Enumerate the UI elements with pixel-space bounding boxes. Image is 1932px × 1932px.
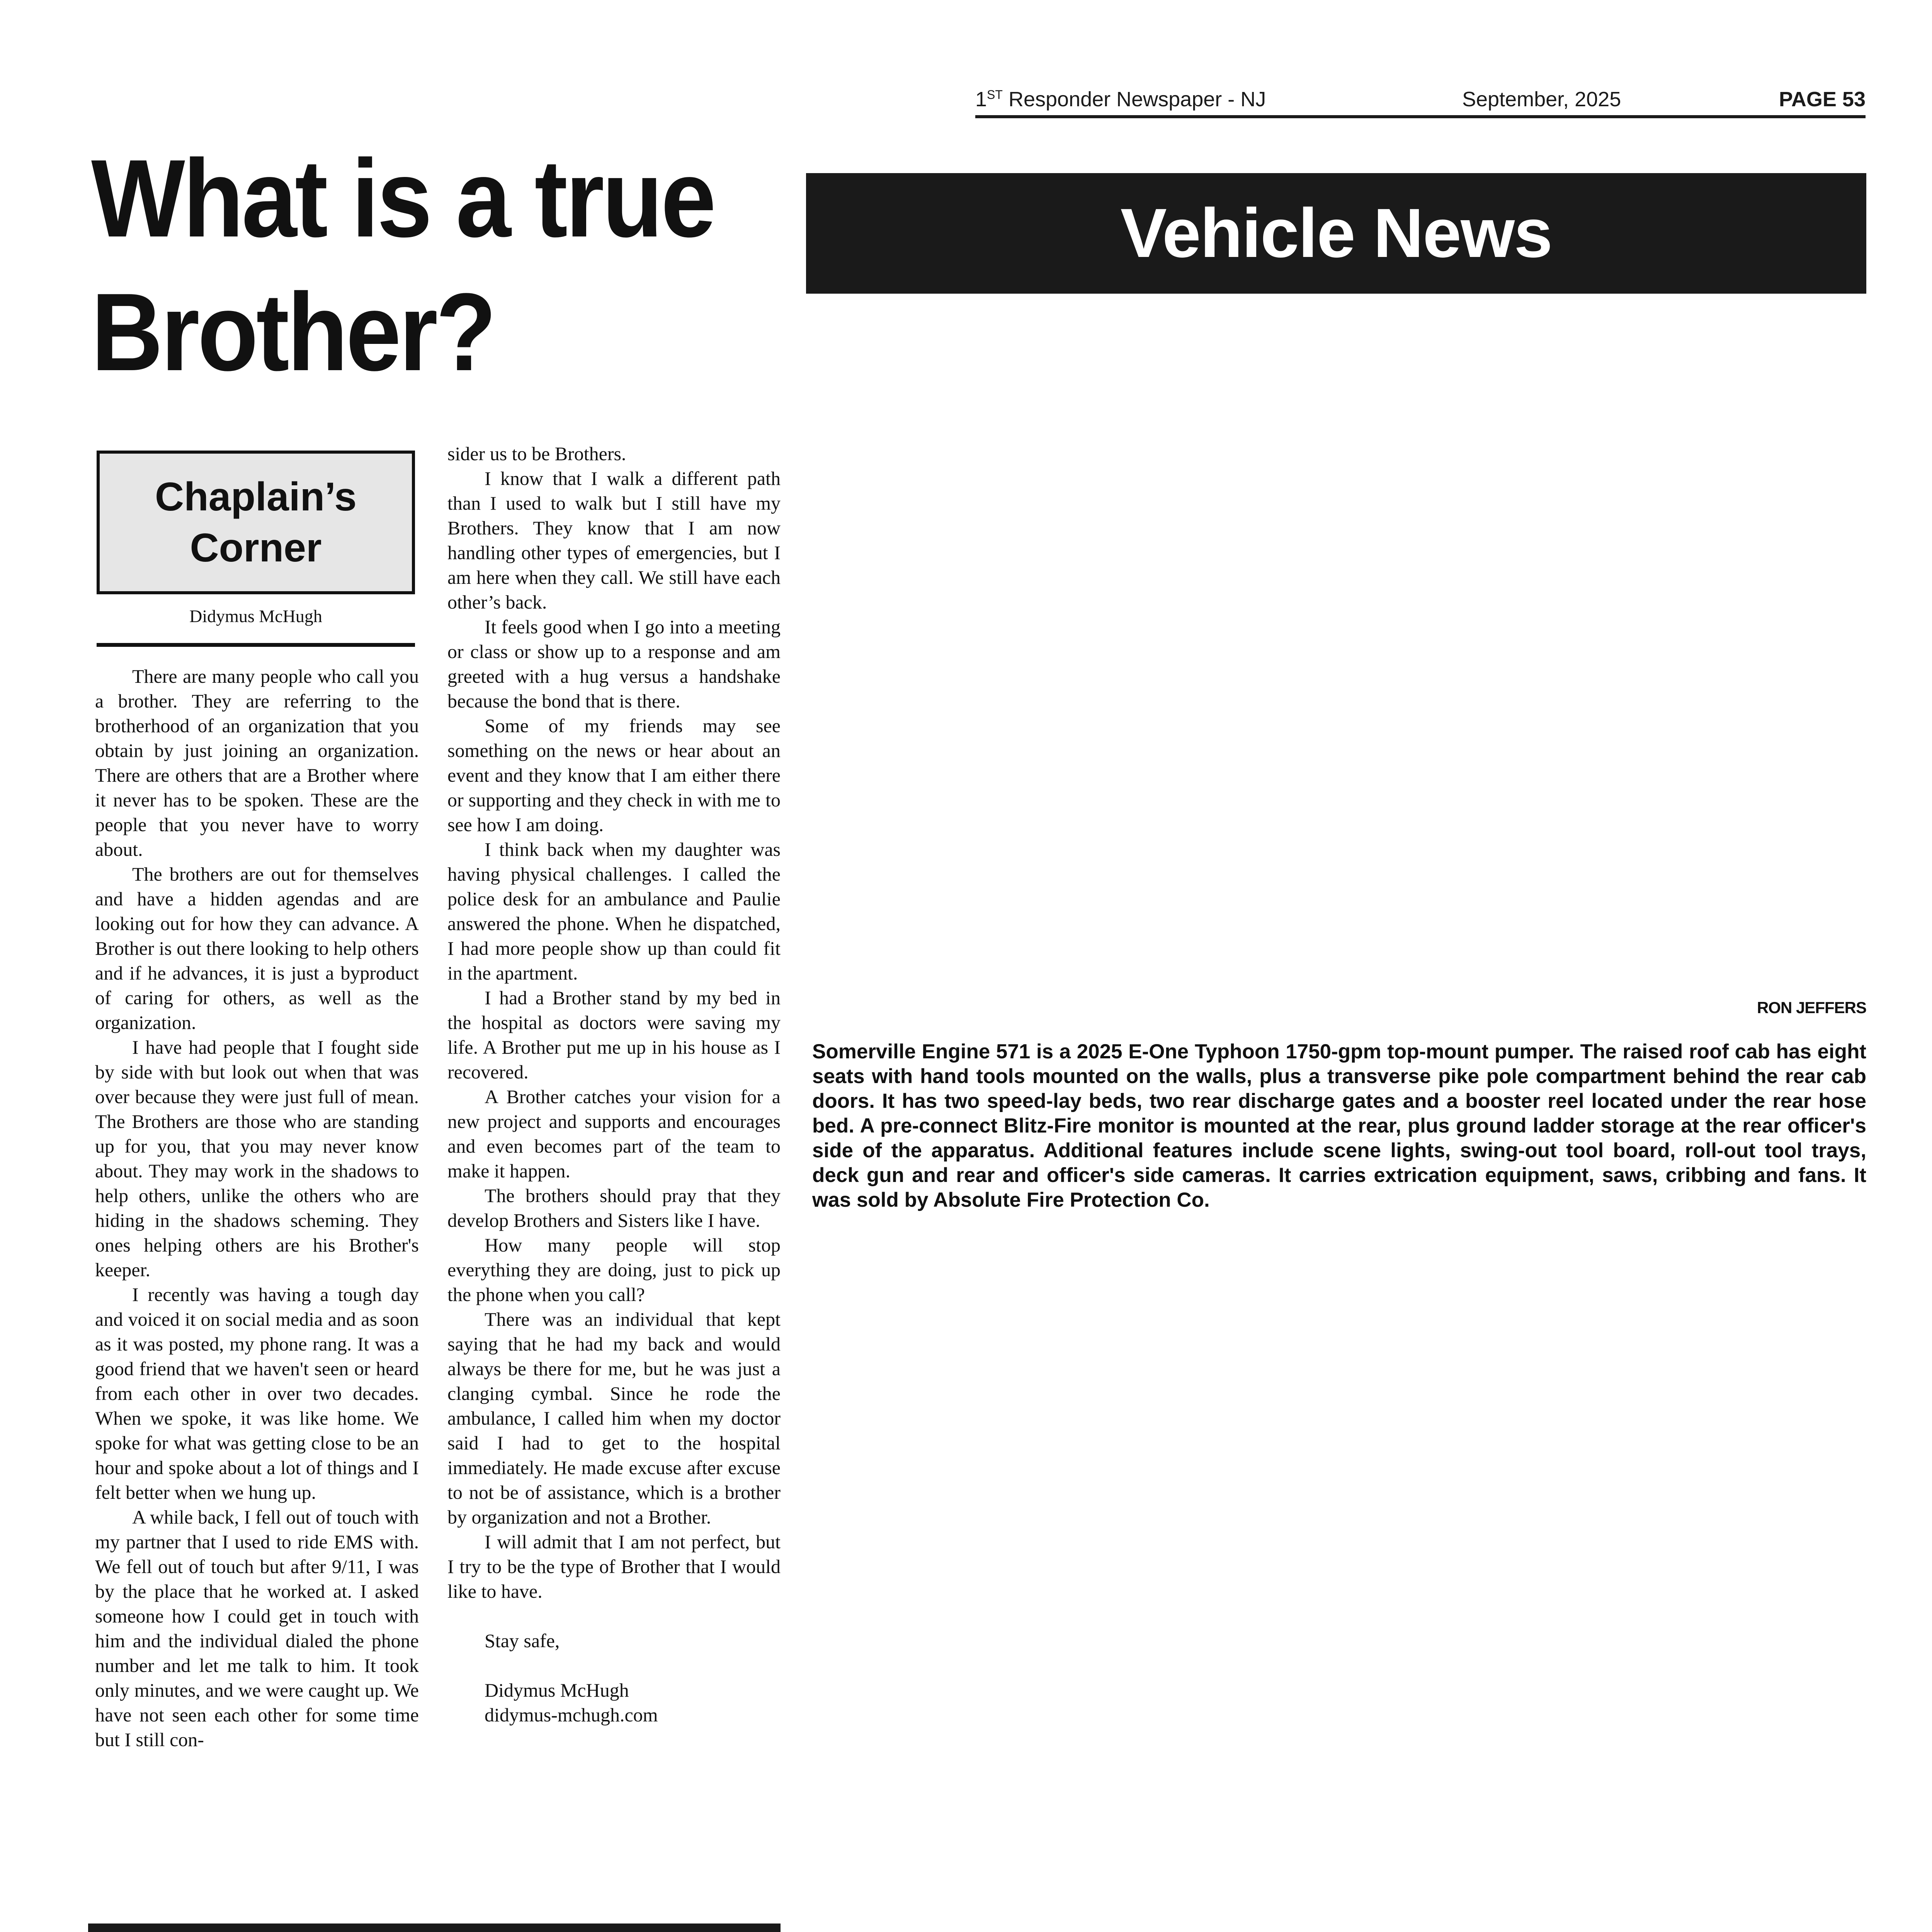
paragraph-spacer <box>447 1653 781 1678</box>
website-promo-box <box>88 1923 781 1932</box>
article-paragraph: Some of my friends may see something on the news or hear about an event and they know that I am either there or supporting and they check in with me to see how I am doing. <box>447 715 781 835</box>
signoff: Stay safe, <box>485 1630 560 1651</box>
paper-name-suffix: Responder Newspaper - NJ <box>1002 88 1266 111</box>
article-paragraph: I know that I walk a different path than I used to walk but I still have my Brothers. They know that I am now handling other types of emergencies, but I am here when they call. We still have each other’s back. <box>447 468 781 613</box>
author-byline: Didymus McHugh <box>189 606 322 626</box>
article-paragraph: I will admit that I am not perfect, but I try to be the type of Brother that I would like to have. <box>447 1531 781 1602</box>
column-label-line-2: Corner <box>190 526 322 570</box>
article-paragraph: The brothers are out for themselves and have a hidden agendas and are looking out for how they can advance. A Brother is out there looking to help others and if he advances, it is just a byproduct of caring for others, as well as the organization. <box>95 863 419 1033</box>
article-paragraph: There are many people who call you a brother. They are referring to the brotherhood of an organization that you obtain by just joining an organization. There are others that are a Brother where it never has to be spoken. These are the people that you never have to worry about. <box>95 665 419 860</box>
article-paragraph: It feels good when I go into a meeting or class or show up to a response and am greeted with a hug versus a handshake because the bond that is there. <box>447 616 781 712</box>
signature-name: Didymus McHugh <box>485 1679 629 1701</box>
signature-website: didymus-mchugh.com <box>485 1704 658 1726</box>
article-headline <box>91 131 717 399</box>
column-label-box <box>97 451 415 594</box>
article-paragraph: There was an individual that kept saying that he had my back and would always be there for me, but he was just a clanging cymbal. Since he rode the ambulance, I called him when my doctor said I had to get to the hospital immediately. He made excuse after excuse to not be of assistance, which is a brother by organization and not a Brother. <box>447 1308 781 1528</box>
issue-date: September, 2025 <box>1462 88 1621 111</box>
article-paragraph: How many people will stop everything they are doing, just to pick up the phone when you call? <box>447 1234 781 1305</box>
masthead <box>975 83 1866 118</box>
byline-divider <box>97 643 415 647</box>
page-number: PAGE 53 <box>1779 88 1866 111</box>
article-paragraph: I think back when my daughter was having physical challenges. I called the police desk for an ambulance and Paulie answered the phone. When he dispatched, I had more people show up than could fit in the apartment. <box>447 838 781 984</box>
paper-name-prefix: 1 <box>975 88 987 111</box>
article-paragraph: I recently was having a tough day and voiced it on social media and as soon as it was posted, my phone rang. It was a good friend that we haven't seen or heard from each other in over two decades. When we spoke, it was like home. We spoke for what was getting close to be an hour and spoke about a lot of things and I felt better when we hung up. <box>95 1284 419 1503</box>
article-column-2 <box>447 441 781 1727</box>
headline-line-2: Brother? <box>91 270 495 394</box>
paper-name <box>975 87 1266 111</box>
headline-line-1: What is a true <box>91 136 714 260</box>
vehicle-caption: Somerville Engine 571 is a 2025 E-One Typhoon 1750-gpm top-mount pumper. The raised roof cab has eight seats with hand tools mounted on the walls, plus a transverse pike pole compartment behind the rear cab doors. It has two speed-lay beds, two rear discharge gates and a booster reel located under the rear hose bed. A pre-connect Blitz-Fire monitor is mounted at the rear, plus ground ladder storage at the rear officer's side of the apparatus. Additional features include scene lights, swing-out tool board, roll-out tool trays, deck gun and rear and officer's side cameras. It carries extrication equipment, saws, cribbing and fans. It was sold by Absolute Fire Protection Co. <box>812 1040 1866 1211</box>
section-banner <box>806 173 1866 294</box>
article-paragraph: A while back, I fell out of touch with my partner that I used to ride EMS with. We fell out of touch but after 9/11, I was by the place that he worked at. I asked someone how I could get in touch with him and the individual dialed the phone number and let me talk to him. It took only minutes, and we were caught up. We have not seen each other for some time but I still con- <box>95 1506 419 1750</box>
column-label-line-1: Chaplain’s <box>155 474 357 519</box>
photo-credit: RON JEFFERS <box>1757 998 1866 1017</box>
article-paragraph: I have had people that I fought side by side with but look out when that was over because they were just full of mean. The Brothers are those who are standing up for you, that you may never know about. They may work in the shadows to help others, unlike the others who are hiding in the shadows scheming. They ones helping others are his Brother's keeper. <box>95 1036 419 1281</box>
section-title: Vehicle News <box>1120 194 1552 272</box>
article-paragraph: I had a Brother stand by my bed in the hospital as doctors were saving my life. A Brother put me up in his house as I recovered. <box>447 987 781 1083</box>
article-column-1 <box>95 664 419 1752</box>
article-paragraph-continued: sider us to be Brothers. <box>447 443 626 464</box>
paragraph-spacer <box>447 1604 781 1628</box>
article-paragraph: The brothers should pray that they develop Brothers and Sisters like I have. <box>447 1185 781 1231</box>
paper-name-superscript: ST <box>987 88 1003 102</box>
article-paragraph: A Brother catches your vision for a new project and supports and encourages and even becomes part of the team to make it happen. <box>447 1086 781 1182</box>
